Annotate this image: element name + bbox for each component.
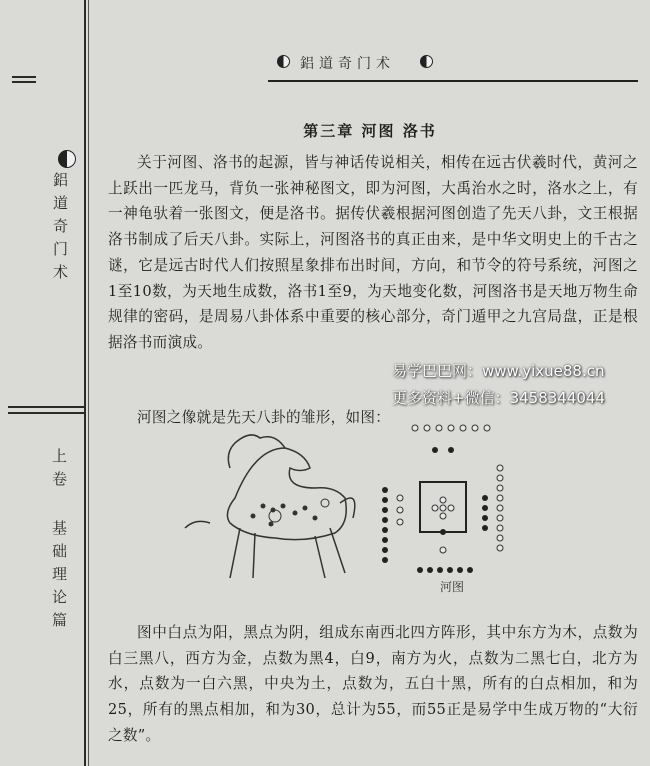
paragraph-text: 图中白点为阳，黑点为阴，组成东南西北四方阵形，其中东方为木，点数为白三黑八，西方为金，点数为黑4，白9，南方为火，点数为二黑七白，北方为水，点数为一白六黑，中央为土，点数为，五白十黑，所有的白点相加，和为25，所有的黑点相加，和为30，总计为55，而55正是易学中生成万物的“大衍之数”。 [108,624,638,744]
header-rule [268,80,638,82]
divider [8,412,84,414]
paragraph [108,150,638,356]
chapter-title: 第三章 河图 洛书 [303,122,437,140]
yinyang-icon [420,55,433,68]
hetu-diagram [380,420,510,580]
divider [8,406,84,408]
yinyang-icon [277,55,290,68]
side-section-label: 上卷 基础理论篇 [50,448,68,635]
divider [12,76,36,78]
dragon-horse-illustration [175,428,375,588]
paragraph [108,405,638,431]
side-title: 鋁道奇门术 [51,172,69,287]
watermark-line: 更多资料+微信：3458344044 [392,389,606,407]
paragraph-text: 关于河图、洛书的起源，皆与神话传说相关，相传在远古伏羲时代，黄河之上跃出一匹龙马，背负一张神秘图文，即为河图，大禹治水之时，洛水之上，有一神龟驮着一张图文，便是洛书。据传伏羲根据河图创造了先天八卦，文王根据洛书制成了后天八卦。实际上，河图洛书的真正由来，是中华文明史上的千古之谜，它是远古时代人们按照星象排布出时间，方向，和节令的符号系统，河图之1至10数，为天地生成数，洛书1至9，为天地变化数，河图洛书是天地万物生命规律的密码，是周易八卦体系中重要的核心部分，奇门遁甲之九宫局盘，正是根据洛书而演成。 [108,154,638,351]
margin-line [88,0,89,766]
figure-caption: 河图 [440,580,465,594]
watermark-line: 易学巴巴网：www.yixue88.cn [392,362,605,380]
divider [12,81,36,83]
margin-line [84,0,86,766]
running-header: 鋁道奇门术 [300,56,395,72]
paragraph-text: 河图之像就是先天八卦的雏形，如图： [137,409,391,426]
yinyang-icon [58,150,76,168]
paragraph [108,620,638,749]
